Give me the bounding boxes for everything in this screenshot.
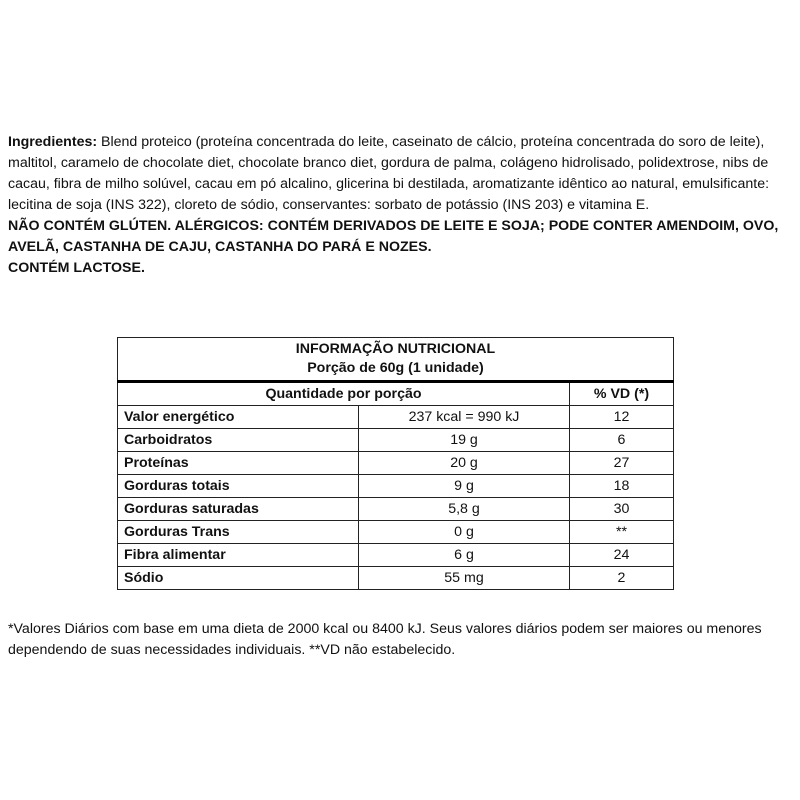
ingredients-text: Blend proteico (proteína concentrada do leite, caseinato de cálcio, proteína concentrada do soro de leite), maltitol, caramelo de chocolate diet, chocolate branco diet, gordura de palma, colágeno hidrolisado, polidextrose, nibs de cacau, fibra de milho solúvel, cacau em pó alcalino, glicerina bi destilada, aromatizante idêntico ao natural, emulsificante: lecitina de soja (INS 322), cloreto de sódio, conservantes: sorbato de potássio (INS 203) e vitamina E. [8,134,770,213]
nutrient-vd: 27 [570,452,674,475]
allergens-warning: NÃO CONTÉM GLÚTEN. ALÉRGICOS: CONTÉM DERIVADOS DE LEITE E SOJA; PODE CONTER AMENDOIM, OVO, AVELÃ, CASTANHA DE CAJU, CASTANHA DO PARÁ E NOZES. [8,218,779,255]
nutrient-name: Valor energético [118,406,359,429]
footnote: *Valores Diários com base em uma dieta de 2000 kcal ou 8400 kJ. Seus valores diários podem ser maiores ou menores dependendo de suas necessidades individuais. **VD não estabelecido. [8,621,762,658]
nutrient-name: Gorduras Trans [118,521,359,544]
column-header-quantity: Quantidade por porção [118,382,570,406]
nutrient-vd: 30 [570,498,674,521]
table-portion: Porção de 60g (1 unidade) [307,360,484,376]
nutrient-vd: 12 [570,406,674,429]
nutrient-vd: 6 [570,429,674,452]
nutrient-name: Gorduras totais [118,475,359,498]
table-row [118,498,674,521]
table-title: INFORMAÇÃO NUTRICIONAL [295,341,496,357]
ingredients-label: Ingredientes: [8,134,98,150]
table-row [118,475,674,498]
table-row [118,406,674,429]
table-row [118,429,674,452]
nutrient-name: Sódio [118,567,359,590]
nutrition-table [117,337,674,590]
nutrient-name: Fibra alimentar [118,544,359,567]
nutrient-amount: 5,8 g [359,498,570,521]
nutrient-vd: 18 [570,475,674,498]
nutrient-amount: 9 g [359,475,570,498]
nutrient-vd: 2 [570,567,674,590]
nutrient-vd: 24 [570,544,674,567]
nutrient-name: Proteínas [118,452,359,475]
lactose-warning: CONTÉM LACTOSE. [8,260,145,276]
column-header-vd: % VD (*) [570,382,674,406]
nutrient-amount: 237 kcal = 990 kJ [359,406,570,429]
nutrient-amount: 19 g [359,429,570,452]
nutrient-name: Carboidratos [118,429,359,452]
table-row [118,544,674,567]
nutrient-amount: 0 g [359,521,570,544]
nutrient-amount: 6 g [359,544,570,567]
table-row [118,521,674,544]
ingredients-block [8,132,794,279]
table-row [118,567,674,590]
nutrient-amount: 55 mg [359,567,570,590]
table-header [118,338,674,382]
table-row [118,452,674,475]
nutrient-name: Gorduras saturadas [118,498,359,521]
nutrient-amount: 20 g [359,452,570,475]
nutrient-vd: ** [570,521,674,544]
